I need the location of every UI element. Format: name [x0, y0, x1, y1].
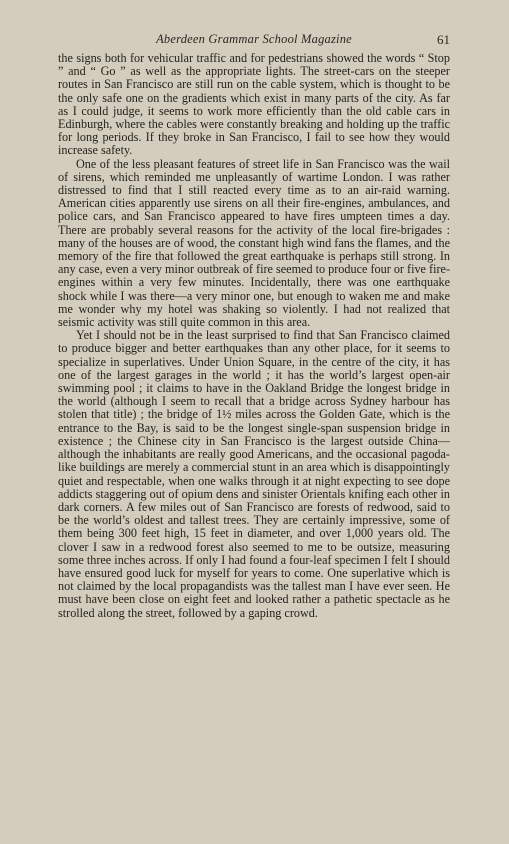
running-title: Aberdeen Grammar School Magazine: [156, 32, 352, 46]
page-header: [58, 32, 450, 50]
page-number: 61: [437, 32, 450, 47]
paragraph: Yet I should not be in the least surprised to find that San Francisco claimed to produce bigger and better earthquakes than any other place, for it seems to specialize in superlatives. Under Union Square, in the centre of the city, it has one of the largest garages in the world ; it has the world’s largest open-air swimming pool ; it claims to have in the Oakland Bridge the longest bridge in the world (although I seem to recall that a bridge across Sydney harbour has stolen that title) ; the bridge of 1½ miles across the Golden Gate, which is the entrance to the Bay, is said to be the longest single-span suspension bridge in existence ; the Chinese city in San Francisco is the largest outside China—although the inhabitants are really good Americans, and the occasional pagoda-like buildings are merely a commercial stunt in an area which is disappointingly quiet and respectable, when one walks through it at night expecting to see dope addicts staggering out of opium dens and sinister Orientals knifing each other in dark corners. A few miles out of San Francisco are forests of redwood, said to be the world’s oldest and tallest trees. They are certainly impressive, some of them being 300 feet high, 15 feet in diameter, and over 1,000 years old. The clover I saw in a redwood forest also seemed to me to be outsize, measuring some three inches across. If only I had found a four-leaf specimen I felt I should have ensured good luck for myself for years to come. One superlative which is not claimed by the local propagandists was the tallest man I have ever seen. He must have been close on eight feet and looked rather a pathetic spectacle as he strolled along the street, followed by a gaping crowd.: [58, 328, 450, 620]
paragraph: One of the less pleasant features of street life in San Francisco was the wail of sirens, which reminded me unpleasantly of wartime London. I was rather distressed to find that I still reacted every time as to an air-raid warning. American cities apparently use sirens on all their fire-engines, ambulances, and police cars, and San Francisco appeared to have fires umpteen times a day. There are probably several reasons for the activity of the local fire-brigades : many of the houses are of wood, the constant high wind fans the flames, and the memory of the fire that followed the great earthquake is perhaps still strong. In any case, even a very minor outbreak of fire seemed to produce four or five fire-engines within a very few minutes. Incidentally, there was one earthquake shock while I was there—a very minor one, but enough to waken me and make me wonder why my hotel was shaking so violently. I had not realized that seismic activity was still quite common in this area.: [58, 156, 450, 330]
paragraph: the signs both for vehicular traffic and for pedestrians showed the words “ Stop ” and “ Go ” as well as the appropriate lights. The street-cars on the steeper routes in San Francisco are still run on the cable system, which is thought to be the only safe one on the gradients which exist in many parts of the city. As far as I could judge, it seems to work more efficiently than the old cable cars in Edinburgh, where the cables were constantly breaking and holding up the traffic for long periods. If they broke in San Francisco, I fail to see how they would increase safety.: [58, 51, 450, 158]
article-body: [58, 52, 450, 620]
